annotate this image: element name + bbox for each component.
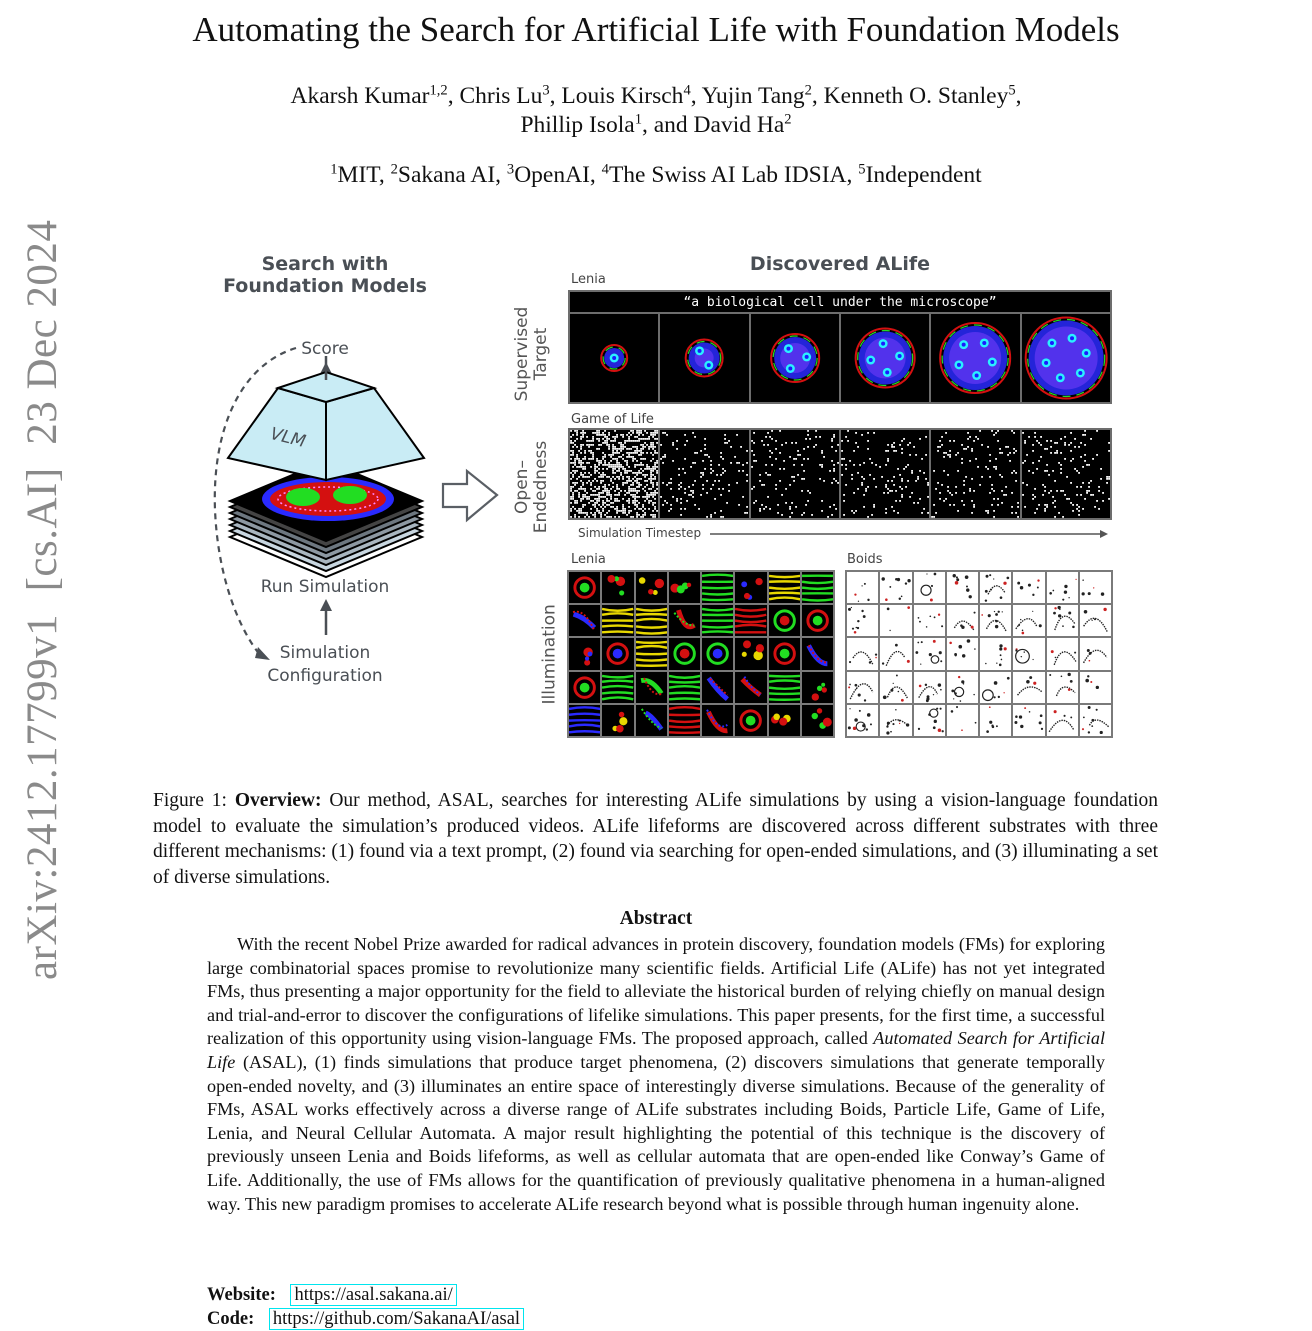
boids-thumbnail: [847, 605, 878, 636]
affiliation: $^4$The Swiss AI Lab IDSIA: [601, 161, 847, 188]
lenia-thumbnail: [802, 605, 833, 636]
left-panel-heading: Search with Foundation Models: [223, 253, 427, 297]
author-line-1: Akarsh Kumar$^{1,2}$, Chris Lu$^3$, Louis Kirsch$^4$, Yujin Tang$^2$, Kenneth O. Stanley$^5$,: [290, 82, 1022, 109]
boids-thumbnail: [947, 605, 978, 636]
lenia-thumbnail: [735, 572, 766, 603]
boids-thumbnail: [914, 705, 945, 736]
run-simulation-label: Run Simulation: [260, 577, 390, 597]
lenia-frame: [660, 314, 750, 402]
lenia-thumbnail: [702, 705, 733, 736]
author: David Ha$^2$: [693, 111, 792, 138]
affiliation: $^2$Sakana AI: [390, 161, 496, 188]
boids-thumbnail: [1080, 638, 1111, 669]
boids-thumbnail: [880, 638, 911, 669]
boids-thumbnail: [980, 638, 1011, 669]
lenia-thumbnail: [702, 672, 733, 703]
lenia-thumbnail: [636, 638, 667, 669]
lenia-thumbnail: [636, 572, 667, 603]
lenia-thumbnail: [669, 638, 700, 669]
lenia-frame: [751, 314, 841, 402]
lenia-thumbnail: [802, 572, 833, 603]
run-sim-arrowhead-icon: [320, 599, 332, 611]
boids-thumbnail: [1080, 705, 1111, 736]
lenia-thumbnail: [769, 638, 800, 669]
boids-thumbnail: [1080, 605, 1111, 636]
author: Chris Lu$^3$: [459, 82, 550, 109]
figure-1: [0, 240, 1312, 750]
timestep-arrow-icon: [710, 528, 1110, 540]
illumination-lenia-label: Lenia: [571, 552, 606, 567]
boids-thumbnail: [847, 572, 878, 603]
boids-thumbnail: [1047, 572, 1078, 603]
lenia-thumbnail: [769, 705, 800, 736]
links-section: [207, 1283, 524, 1331]
lenia-thumbnail: [702, 605, 733, 636]
boids-thumbnail: [1047, 605, 1078, 636]
open-endedness-frames-strip: [568, 428, 1112, 520]
caption-text: Our method, ASAL, searches for interesting ALife simulations by using a vision-language foundation model to evaluate the simulation’s produced videos. ALife lifeforms are discovered across different substrates with three different mechanisms: (1) found via a text prompt, (2) found via searching for open-ended simulations, and (3) illuminating a set of diverse simulations.: [153, 790, 1159, 888]
lenia-thumbnail: [636, 672, 667, 703]
lenia-thumbnail: [669, 705, 700, 736]
lenia-thumbnail: [569, 638, 600, 669]
caption-bold: Overview:: [234, 790, 322, 811]
lenia-thumbnail: [569, 705, 600, 736]
website-label: Website:: [207, 1285, 276, 1305]
boids-thumbnail: [947, 705, 978, 736]
lenia-illumination-grid: [567, 570, 835, 738]
lenia-thumbnail: [602, 672, 633, 703]
figure-caption: [153, 788, 1158, 890]
abstract-body: With the recent Nobel Prize awarded for radical advances in protein discovery, foundation models (FMs) for exploring large combinatorial spaces promise to revolutionize many scientific fields. Artificial Life (ALife) has not yet integrated FMs, thus presenting a major opportunity for the field to alleviate the historical burden of relying chiefly on manual design and trial-and-error to discover the configurations of lifelike simulations. This paper presents, for the first time, a successful realization of this opportunity using vision-language FMs. The proposed approach, called Automated Search for Artificial Life (ASAL), (1) finds simulations that produce target phenomena, (2) discovers simulations that generate temporally open-ended novelty, and (3) illuminates an entire space of interestingly diverse simulations. Because of the generality of FMs, ASAL works effectively across a diverse range of ALife substrates including Boids, Particle Life, Game of Life, Lenia, and Neural Cellular Automata. A major result highlighting the potential of this technique is the discovery of previously unseen Lenia and Boids lifeforms, as well as cellular automata that are open-ended like Conway’s Game of Life. Additionally, the use of FMs allows for the quantification of previously qualitative phenomena in a human-aligned way. This new paradigm promises to accelerate ALife research beyond what is possible through human ingenuity alone.: [207, 934, 1105, 1214]
boids-thumbnail: [1013, 605, 1044, 636]
supervised-frames-strip: [568, 312, 1112, 404]
boids-thumbnail: [980, 572, 1011, 603]
author: Louis Kirsch$^4$: [561, 82, 691, 109]
boids-thumbnail: [914, 572, 945, 603]
lenia-thumbnail: [602, 705, 633, 736]
affiliation: $^5$Independent: [858, 161, 982, 188]
boids-thumbnail: [847, 672, 878, 703]
lenia-thumbnail: [569, 672, 600, 703]
boids-thumbnail: [1047, 638, 1078, 669]
boids-thumbnail: [947, 638, 978, 669]
lenia-thumbnail: [602, 605, 633, 636]
boids-thumbnail: [1047, 705, 1078, 736]
lenia-thumbnail: [735, 605, 766, 636]
abstract-heading: Abstract: [619, 908, 693, 929]
boids-thumbnail: [847, 705, 878, 736]
author: Akarsh Kumar$^{1,2}$: [290, 82, 448, 109]
game-of-life-frame: [570, 430, 660, 518]
caption-prefix: Figure 1:: [153, 790, 227, 811]
lenia-thumbnail: [802, 638, 833, 669]
boids-thumbnail: [880, 605, 911, 636]
open-endedness-row-label: Open– Endedness: [512, 440, 551, 534]
right-panel-heading: Discovered ALife: [749, 253, 931, 275]
boids-thumbnail: [1080, 672, 1111, 703]
website-row: [207, 1283, 524, 1307]
lenia-frame: [841, 314, 931, 402]
lenia-thumbnail: [569, 605, 600, 636]
boids-thumbnail: [1013, 572, 1044, 603]
supervised-substrate-label: Lenia: [571, 272, 606, 287]
lenia-thumbnail: [735, 638, 766, 669]
lenia-frame: [931, 314, 1021, 402]
boids-thumbnail: [980, 605, 1011, 636]
author: Kenneth O. Stanley$^5$: [823, 82, 1016, 109]
lenia-thumbnail: [602, 572, 633, 603]
boids-thumbnail: [880, 572, 911, 603]
boids-thumbnail: [947, 572, 978, 603]
boids-illumination-grid: [845, 570, 1113, 738]
vlm-frustum: [228, 356, 424, 480]
author: Yujin Tang$^2$: [701, 82, 812, 109]
asal-full-name: Automated Search for Artificial Life: [207, 1028, 1105, 1072]
lenia-thumbnail: [735, 705, 766, 736]
game-of-life-frame: [841, 430, 931, 518]
text-prompt-bar: “a biological cell under the microscope”: [568, 290, 1112, 314]
code-link[interactable]: https://github.com/SakanaAI/asal: [269, 1308, 524, 1330]
boids-thumbnail: [914, 672, 945, 703]
boids-thumbnail: [1080, 572, 1111, 603]
boids-thumbnail: [914, 605, 945, 636]
boids-thumbnail: [847, 638, 878, 669]
boids-thumbnail: [880, 705, 911, 736]
lenia-thumbnail: [602, 638, 633, 669]
affiliations: $^1$MIT, $^2$Sakana AI, $^3$OpenAI, $^4$The Swiss AI Lab IDSIA, $^5$Independent: [330, 161, 982, 188]
transition-arrow-icon: [440, 468, 502, 524]
boids-thumbnail: [1047, 672, 1078, 703]
boids-thumbnail: [1013, 672, 1044, 703]
lenia-thumbnail: [569, 572, 600, 603]
simulation-configuration-label: Simulation Configuration: [267, 643, 383, 686]
lenia-frame: [1022, 314, 1110, 402]
open-endedness-substrate-label: Game of Life: [571, 412, 654, 427]
lenia-frame: [570, 314, 660, 402]
arxiv-id: arXiv:2412.17799v1: [19, 613, 66, 980]
game-of-life-frame: [660, 430, 750, 518]
simulation-timestep-label: Simulation Timestep: [578, 526, 702, 540]
paper-title: Automating the Search for Artificial Life with Foundation Models: [192, 10, 1120, 49]
lenia-thumbnail: [735, 672, 766, 703]
lenia-thumbnail: [769, 605, 800, 636]
lenia-thumbnail: [802, 705, 833, 736]
affiliation: $^3$OpenAI: [506, 161, 590, 188]
lenia-thumbnail: [702, 638, 733, 669]
code-row: [207, 1307, 524, 1331]
boids-thumbnail: [947, 672, 978, 703]
boids-thumbnail: [1013, 705, 1044, 736]
lenia-thumbnail: [802, 672, 833, 703]
boids-thumbnail: [980, 672, 1011, 703]
game-of-life-frame: [751, 430, 841, 518]
arxiv-date: 23 Dec 2024: [19, 219, 66, 445]
lenia-thumbnail: [669, 672, 700, 703]
website-link[interactable]: https://asal.sakana.ai/: [290, 1284, 456, 1306]
game-of-life-frame: [931, 430, 1021, 518]
author-list: [0, 82, 1312, 140]
supervised-target-row-label: Supervised Target: [512, 306, 551, 402]
lenia-thumbnail: [669, 605, 700, 636]
arxiv-category: [cs.AI]: [19, 467, 66, 592]
lenia-thumbnail: [769, 572, 800, 603]
author-line-2: Phillip Isola$^1$, and David Ha$^2$: [520, 111, 792, 138]
game-of-life-frame: [1022, 430, 1110, 518]
lenia-thumbnail: [769, 672, 800, 703]
vlm-label: VLM: [268, 423, 308, 453]
lenia-thumbnail: [636, 605, 667, 636]
code-label: Code:: [207, 1309, 255, 1329]
affiliation: $^1$MIT: [330, 161, 379, 188]
boids-thumbnail: [880, 672, 911, 703]
boids-thumbnail: [914, 638, 945, 669]
lenia-thumbnail: [669, 572, 700, 603]
author: Phillip Isola$^1$: [520, 111, 642, 138]
boids-thumbnail: [1013, 638, 1044, 669]
boids-thumbnail: [980, 705, 1011, 736]
illumination-row-label: Illumination: [539, 604, 560, 705]
lenia-thumbnail: [636, 705, 667, 736]
illumination-boids-label: Boids: [847, 552, 883, 567]
lenia-thumbnail: [702, 572, 733, 603]
score-label: Score: [301, 339, 349, 359]
